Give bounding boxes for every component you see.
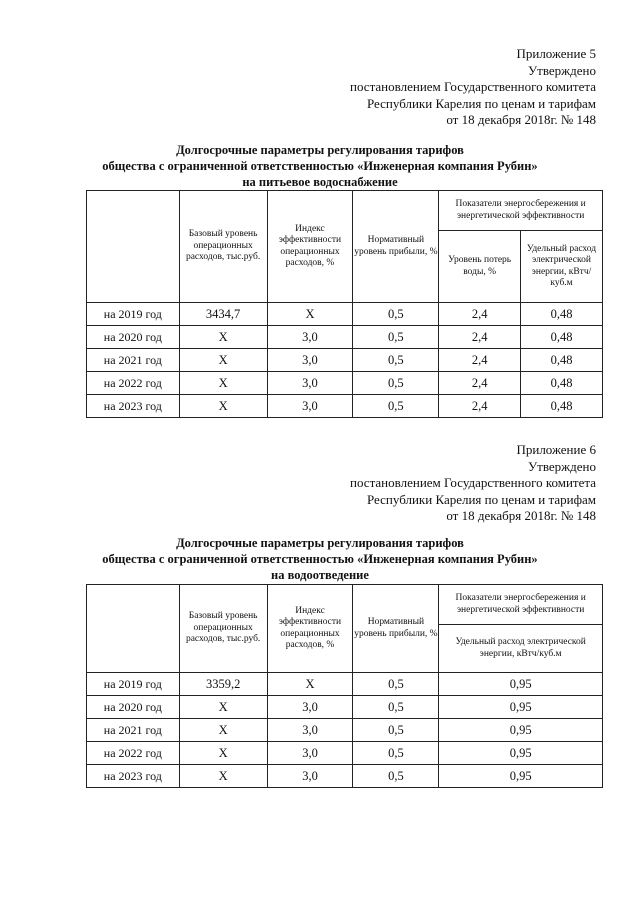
cell-profit: 0,5 — [353, 765, 439, 788]
cell-index: 3,0 — [267, 372, 353, 395]
cell-base: 3434,7 — [179, 303, 267, 326]
header-empty-cell — [87, 585, 180, 673]
params-table-wastewater — [86, 584, 603, 788]
approval-authority-cont: Республики Карелия по ценам и тарифам — [366, 95, 596, 111]
table-row — [87, 326, 603, 349]
title-line: Долгосрочные параметры регулирования тарифов — [176, 536, 464, 550]
cell-profit: 0,5 — [353, 742, 439, 765]
cell-base: X — [179, 372, 267, 395]
row-year-label: на 2022 год — [87, 372, 180, 395]
cell-energy: 0,95 — [439, 765, 603, 788]
cell-base: X — [179, 765, 267, 788]
title-line: на водоотведение — [271, 568, 369, 582]
cell-index: 3,0 — [267, 765, 353, 788]
cell-energy: 0,48 — [521, 395, 603, 418]
document-title-water-supply — [0, 142, 640, 190]
cell-index: X — [267, 673, 353, 696]
title-line: общества с ограниченной ответственностью «Инженерная компания Рубин» — [102, 159, 538, 173]
header-energy-specific: Удельный расход электрической энергии, кВтч/куб.м — [521, 231, 603, 303]
cell-loss: 2,4 — [439, 395, 521, 418]
cell-profit: 0,5 — [353, 372, 439, 395]
cell-profit: 0,5 — [353, 303, 439, 326]
header-water-loss: Уровень потерь воды, % — [439, 231, 521, 303]
table-row — [87, 696, 603, 719]
table-header-row — [87, 191, 603, 231]
header-profit-level: Нормативный уровень прибыли, % — [353, 191, 439, 303]
cell-energy: 0,48 — [521, 349, 603, 372]
cell-profit: 0,5 — [353, 395, 439, 418]
cell-profit: 0,5 — [353, 326, 439, 349]
title-line: на питьевое водоснабжение — [242, 175, 398, 189]
header-efficiency-index: Индекс эффективности операционных расходов, % — [267, 191, 353, 303]
header-empty-cell — [87, 191, 180, 303]
params-table-water-supply — [86, 190, 603, 418]
cell-loss: 2,4 — [439, 326, 521, 349]
cell-energy: 0,95 — [439, 673, 603, 696]
row-year-label: на 2019 год — [87, 303, 180, 326]
cell-loss: 2,4 — [439, 303, 521, 326]
header-energy-group: Показатели энергосбережения и энергетической эффективности — [439, 191, 603, 231]
row-year-label: на 2023 год — [87, 765, 180, 788]
cell-base: 3359,2 — [179, 673, 267, 696]
cell-index: X — [267, 303, 353, 326]
header-energy-specific: Удельный расход электрической энергии, кВтч/куб.м — [439, 625, 603, 673]
cell-index: 3,0 — [267, 719, 353, 742]
cell-energy: 0,95 — [439, 719, 603, 742]
approved-label: Утверждено — [527, 458, 596, 474]
cell-energy: 0,48 — [521, 303, 603, 326]
cell-profit: 0,5 — [353, 719, 439, 742]
row-year-label: на 2021 год — [87, 349, 180, 372]
table-row — [87, 673, 603, 696]
approval-date: от 18 декабря 2018г. № 148 — [446, 508, 596, 523]
approved-label: Утверждено — [527, 62, 596, 78]
cell-base: X — [179, 742, 267, 765]
cell-loss: 2,4 — [439, 372, 521, 395]
title-line: общества с ограниченной ответственностью «Инженерная компания Рубин» — [102, 552, 538, 566]
header-base-level: Базовый уровень операционных расходов, тыс.руб. — [179, 191, 267, 303]
cell-index: 3,0 — [267, 742, 353, 765]
row-year-label: на 2021 год — [87, 719, 180, 742]
table-row — [87, 719, 603, 742]
table-row — [87, 742, 603, 765]
table-row — [87, 303, 603, 326]
approval-date: от 18 декабря 2018г. № 148 — [446, 112, 596, 127]
row-year-label: на 2023 год — [87, 395, 180, 418]
appendix-number: Приложение 5 — [516, 46, 596, 61]
table-row — [87, 372, 603, 395]
cell-index: 3,0 — [267, 349, 353, 372]
appendix-5-header — [350, 46, 596, 129]
header-profit-level: Нормативный уровень прибыли, % — [353, 585, 439, 673]
cell-energy: 0,95 — [439, 696, 603, 719]
document-title-wastewater — [0, 535, 640, 583]
table-row — [87, 395, 603, 418]
row-year-label: на 2020 год — [87, 326, 180, 349]
cell-base: X — [179, 395, 267, 418]
cell-energy: 0,48 — [521, 372, 603, 395]
row-year-label: на 2020 год — [87, 696, 180, 719]
cell-energy: 0,48 — [521, 326, 603, 349]
table-row — [87, 349, 603, 372]
table-header-row — [87, 585, 603, 625]
cell-index: 3,0 — [267, 395, 353, 418]
header-energy-group: Показатели энергосбережения и энергетической эффективности — [439, 585, 603, 625]
cell-profit: 0,5 — [353, 673, 439, 696]
table-row — [87, 765, 603, 788]
cell-index: 3,0 — [267, 696, 353, 719]
approval-authority-cont: Республики Карелия по ценам и тарифам — [366, 491, 596, 507]
cell-index: 3,0 — [267, 326, 353, 349]
header-base-level: Базовый уровень операционных расходов, тыс.руб. — [179, 585, 267, 673]
cell-loss: 2,4 — [439, 349, 521, 372]
approval-authority: постановлением Государственного комитета — [350, 79, 596, 94]
title-line: Долгосрочные параметры регулирования тарифов — [176, 143, 464, 157]
appendix-6-header — [350, 442, 596, 525]
cell-energy: 0,95 — [439, 742, 603, 765]
header-efficiency-index: Индекс эффективности операционных расходов, % — [267, 585, 353, 673]
cell-base: X — [179, 326, 267, 349]
cell-profit: 0,5 — [353, 349, 439, 372]
cell-base: X — [179, 349, 267, 372]
approval-authority: постановлением Государственного комитета — [350, 475, 596, 490]
row-year-label: на 2019 год — [87, 673, 180, 696]
cell-base: X — [179, 719, 267, 742]
row-year-label: на 2022 год — [87, 742, 180, 765]
appendix-number: Приложение 6 — [516, 442, 596, 457]
cell-base: X — [179, 696, 267, 719]
cell-profit: 0,5 — [353, 696, 439, 719]
